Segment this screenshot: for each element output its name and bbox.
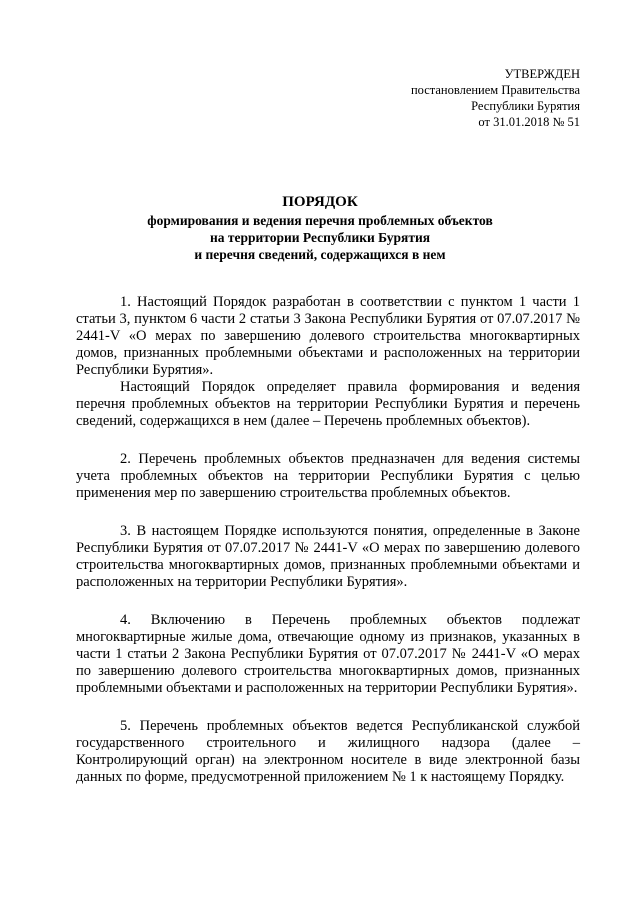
approval-heading: УТВЕРЖДЕН: [504, 67, 580, 81]
document-subtitle-line-3: и перечня сведений, содержащихся в нем: [194, 247, 446, 262]
paragraph-1-continued: Настоящий Порядок определяет правила формирования и ведения перечня проблемных объектов на территории Республики Бурятия и перечень сведений, содержащихся в нем (далее – Перечень проблемных объектов).: [76, 379, 580, 429]
approval-decree-line: постановлением Правительства: [410, 83, 580, 97]
document-subtitle-line-2: на территории Республики Бурятия: [209, 230, 431, 245]
paragraph-2: 2. Перечень проблемных объектов предназначен для ведения системы учета проблемных объектов на территории Республики Бурятия с целью применения мер по завершению строительства проблемных объектов.: [76, 451, 580, 501]
approval-block: [411, 66, 580, 130]
approval-date-number: от 31.01.2018 № 51: [478, 115, 580, 129]
paragraph-5: 5. Перечень проблемных объектов ведется Республиканской службой государственного строительного и жилищного надзора (далее – Контролирующий орган) на электронном носителе в виде электронной базы данных по форме, предусмотренной приложением № 1 к настоящему Порядку.: [76, 718, 580, 785]
paragraph-3: 3. В настоящем Порядке используются понятия, определенные в Законе Республики Бурятия от 07.07.2017 № 2441-V «О мерах по завершению долевого строительства многоквартирных домов, признанных проблемными объектами и расположенных на территории Республики Бурятия».: [76, 523, 580, 590]
document-body: [76, 294, 580, 786]
approval-authority-line: Республики Бурятия: [471, 99, 580, 113]
paragraph-1: 1. Настоящий Порядок разработан в соответствии с пунктом 1 части 1 статьи 3, пунктом 6 части 2 статьи 3 Закона Республики Бурятия от 07.07.2017 № 2441-V «О мерах по завершению долевого строительства многоквартирных домов, признанных проблемными объектами и расположенных на территории Республики Бурятия».: [76, 294, 580, 378]
document-title: ПОРЯДОК: [282, 194, 358, 210]
paragraph-4: 4. Включению в Перечень проблемных объектов подлежат многоквартирные жилые дома, отвечающие одному из признаков, указанных в части 1 статьи 2 Закона Республики Бурятия от 07.07.2017 № 2441-V «О мерах по завершению долевого строительства многоквартирных домов, признанных проблемными объектами и расположенных на территории Республики Бурятия».: [76, 612, 580, 696]
document-subtitle-line-1: формирования и ведения перечня проблемных объектов: [147, 213, 493, 228]
document-title-block: [60, 193, 580, 263]
